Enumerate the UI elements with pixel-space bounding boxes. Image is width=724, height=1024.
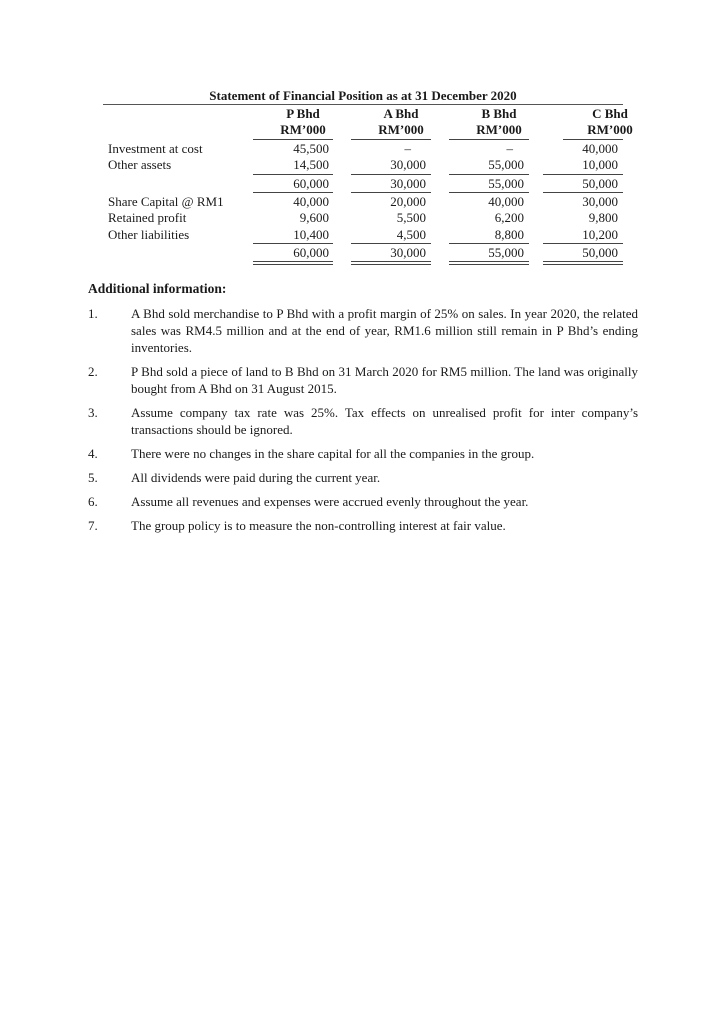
double-underline <box>449 261 529 265</box>
row-label-share-capital: Share Capital @ RM1 <box>108 194 224 209</box>
col-unit-b-bhd: RM’000 <box>476 122 522 137</box>
total-cell: 30,000 <box>390 245 426 260</box>
item-number: 6. <box>88 494 98 509</box>
table-cell: 9,600 <box>299 210 329 225</box>
list-item <box>88 404 638 438</box>
item-text: Assume all revenues and expenses were accrued evenly throughout the year. <box>131 494 529 509</box>
table-cell: 30,000 <box>390 157 426 172</box>
info-heading: Additional information: <box>88 281 227 296</box>
item-text: All dividends were paid during the current year. <box>131 470 381 485</box>
total-cell: 60,000 <box>293 245 329 260</box>
list-item <box>88 363 638 397</box>
col-header-p-bhd: P Bhd <box>286 106 320 121</box>
table-cell: 30,000 <box>582 194 618 209</box>
table-cell: 45,500 <box>293 141 329 156</box>
item-number: 3. <box>88 405 98 420</box>
double-underline <box>543 261 623 265</box>
title-divider <box>103 104 623 105</box>
statement-title: Statement of Financial Position as at 31 December 2020 <box>209 88 517 103</box>
item-text: A Bhd sold merchandise to P Bhd with a profit margin of 25% on sales. In year 2020, the related sales was RM4.5 million and at the end of year, RM1.6 million still remain in P Bhd’s ending inventories. <box>131 306 638 355</box>
table-cell: – <box>404 141 411 156</box>
table-cell: 40,000 <box>582 141 618 156</box>
total-cell: 55,000 <box>488 176 524 191</box>
total-cell: 30,000 <box>390 176 426 191</box>
table-cell: 55,000 <box>488 157 524 172</box>
total-cell: 50,000 <box>582 176 618 191</box>
item-text: There were no changes in the share capital for all the companies in the group. <box>131 446 535 461</box>
table-cell: 8,800 <box>494 227 524 242</box>
item-text: Assume company tax rate was 25%. Tax effects on unrealised profit for inter company’s transactions should be ignored. <box>131 405 638 437</box>
col-header-c-bhd: C Bhd <box>592 106 628 121</box>
row-label-investment: Investment at cost <box>108 141 203 156</box>
table-cell: 10,400 <box>293 227 329 242</box>
row-label-other-liabilities: Other liabilities <box>108 227 190 242</box>
table-cell: 5,500 <box>396 210 426 225</box>
table-cell: 10,000 <box>582 157 618 172</box>
item-number: 5. <box>88 470 98 485</box>
table-cell: 9,800 <box>588 210 618 225</box>
table-cell: 14,500 <box>293 157 329 172</box>
item-number: 7. <box>88 518 98 533</box>
col-header-a-bhd: A Bhd <box>383 106 419 121</box>
list-item <box>88 493 638 510</box>
total-cell: 50,000 <box>582 245 618 260</box>
total-cell: 55,000 <box>488 245 524 260</box>
list-item <box>88 517 638 534</box>
item-text: The group policy is to measure the non-controlling interest at fair value. <box>131 518 506 533</box>
row-label-other-assets: Other assets <box>108 157 172 172</box>
item-number: 2. <box>88 364 98 379</box>
additional-information <box>88 280 638 541</box>
col-header-b-bhd: B Bhd <box>481 106 517 121</box>
total-cell: 60,000 <box>293 176 329 191</box>
table-cell: 20,000 <box>390 194 426 209</box>
table-cell: 6,200 <box>494 210 524 225</box>
table-cell: 4,500 <box>396 227 426 242</box>
col-unit-p-bhd: RM’000 <box>280 122 326 137</box>
list-item <box>88 469 638 486</box>
double-underline <box>351 261 431 265</box>
double-underline <box>253 261 333 265</box>
col-unit-c-bhd: RM’000 <box>587 122 633 137</box>
table-cell: 40,000 <box>293 194 329 209</box>
item-text: P Bhd sold a piece of land to B Bhd on 31 March 2020 for RM5 million. The land was originally bought from A Bhd on 31 August 2015. <box>131 364 638 396</box>
item-number: 1. <box>88 306 98 321</box>
table-cell: 10,200 <box>582 227 618 242</box>
table-cell: 40,000 <box>488 194 524 209</box>
list-item <box>88 445 638 462</box>
item-number: 4. <box>88 446 98 461</box>
row-label-retained-profit: Retained profit <box>108 210 187 225</box>
table-cell: – <box>506 141 513 156</box>
list-item <box>88 305 638 356</box>
col-unit-a-bhd: RM’000 <box>378 122 424 137</box>
